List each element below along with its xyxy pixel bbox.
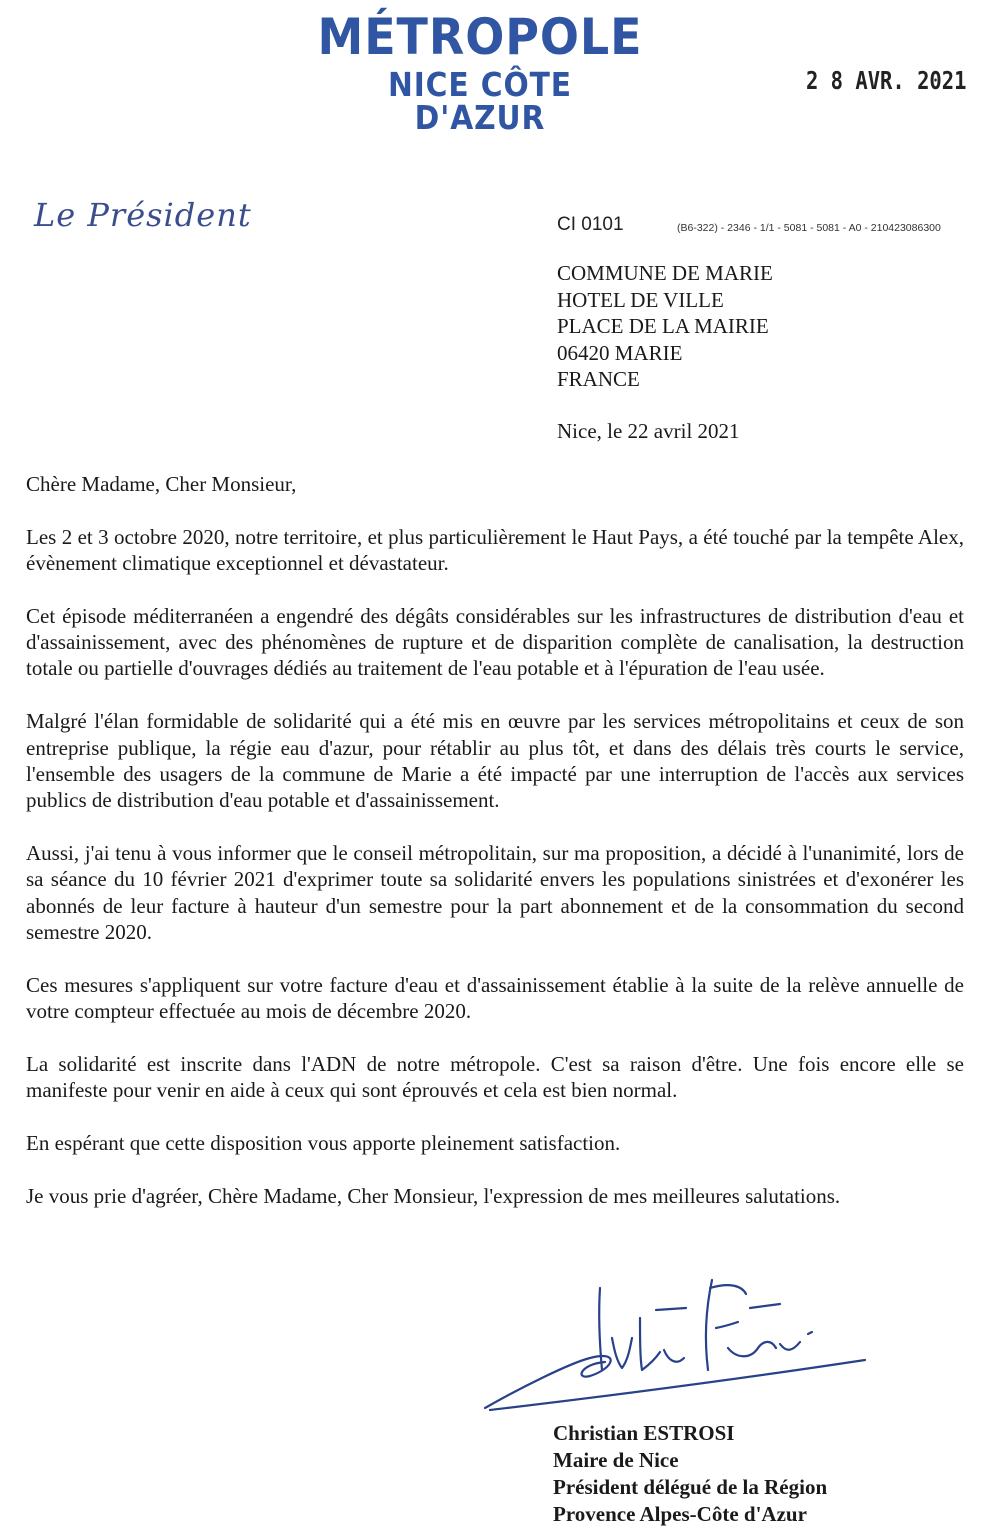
address-line: FRANCE — [557, 367, 640, 391]
paragraph: Les 2 et 3 octobre 2020, notre territoire, et plus particulièrement le Haut Pays, a été touché par la tempête Alex, évènement climatique exceptionnel et dévastateur. — [26, 524, 964, 576]
signatory-block — [553, 1420, 827, 1528]
closing-paragraph: Je vous prie d'agréer, Chère Madame, Cher Monsieur, l'expression de mes meilleures salutations. — [26, 1183, 841, 1208]
salutation: Chère Madame, Cher Monsieur, — [26, 472, 297, 496]
signatory-role: Provence Alpes-Côte d'Azur — [553, 1502, 807, 1526]
address-line: HOTEL DE VILLE — [557, 287, 724, 312]
signatory-role: Maire de Nice — [553, 1448, 679, 1472]
address-line: 06420 MARIE — [557, 340, 683, 365]
paragraph: Malgré l'élan formidable de solidarité qui a été mis en œuvre par les services métropolitains et ceux de son entreprise publique, la régie eau d'azur, pour rétablir au plus tôt, et dans des délais très courts le service, l'ensemble des usagers de la commune de Marie a été impacté par une interruption de l'accès aux services publics de distribution d'eau potable et d'assainissement. — [26, 709, 964, 813]
place-and-date: Nice, le 22 avril 2021 — [557, 419, 740, 443]
signatory-name: Christian ESTROSI — [553, 1421, 735, 1445]
logo-subtitle: NICE CÔTE D'AZUR — [387, 65, 573, 137]
address-line: PLACE DE LA MAIRIE — [557, 314, 769, 338]
letter-body — [26, 471, 964, 1235]
reference-detail: (B6-322) - 2346 - 1/1 - 5081 - 5081 - A0 - 210423086300 — [677, 222, 941, 234]
reference-code: CI 0101 — [557, 214, 624, 235]
paragraph: La solidarité est inscrite dans l'ADN de notre métropole. C'est sa raison d'être. Une fois encore elle se manifeste pour venir en aide à ceux qui sont éprouvés et cela est bien normal. — [26, 1051, 964, 1103]
received-date-stamp: 2 8 AVR. 2021 — [806, 66, 967, 95]
paragraph: En espérant que cette disposition vous apporte pleinement satisfaction. — [26, 1130, 621, 1155]
paragraph: Aussi, j'ai tenu à vous informer que le conseil métropolitain, sur ma proposition, a décidé à l'unanimité, lors de sa séance du 10 février 2021 d'exprimer toute sa solidarité envers les populations sinistrées et d'exonérer les abonnés de leur facture à hauteur d'un semestre pour la part abonnement et de la consommation du second semestre 2020. — [26, 840, 964, 944]
recipient-address — [557, 260, 773, 393]
logo-title: MÉTROPOLE — [317, 8, 643, 66]
signatory-role: Président délégué de la Région — [553, 1475, 828, 1499]
address-line: COMMUNE DE MARIE — [557, 261, 773, 285]
handwritten-signature — [480, 1268, 880, 1418]
metropole-logo — [300, 8, 660, 137]
sender-title: Le Président — [34, 196, 252, 234]
paragraph: Ces mesures s'appliquent sur votre facture d'eau et d'assainissement établie à la suite de la relève annuelle de votre compteur effectuée au mois de décembre 2020. — [26, 972, 964, 1023]
paragraph: Cet épisode méditerranéen a engendré des dégâts considérables sur les infrastructures de distribution d'eau et d'assainissement, avec des phénomènes de rupture et de disparition complète de canalisation, la destruction totale ou partielle d'ouvrages dédiés au traitement de l'eau potable et à l'épuration de l'eau usée. — [26, 603, 964, 681]
